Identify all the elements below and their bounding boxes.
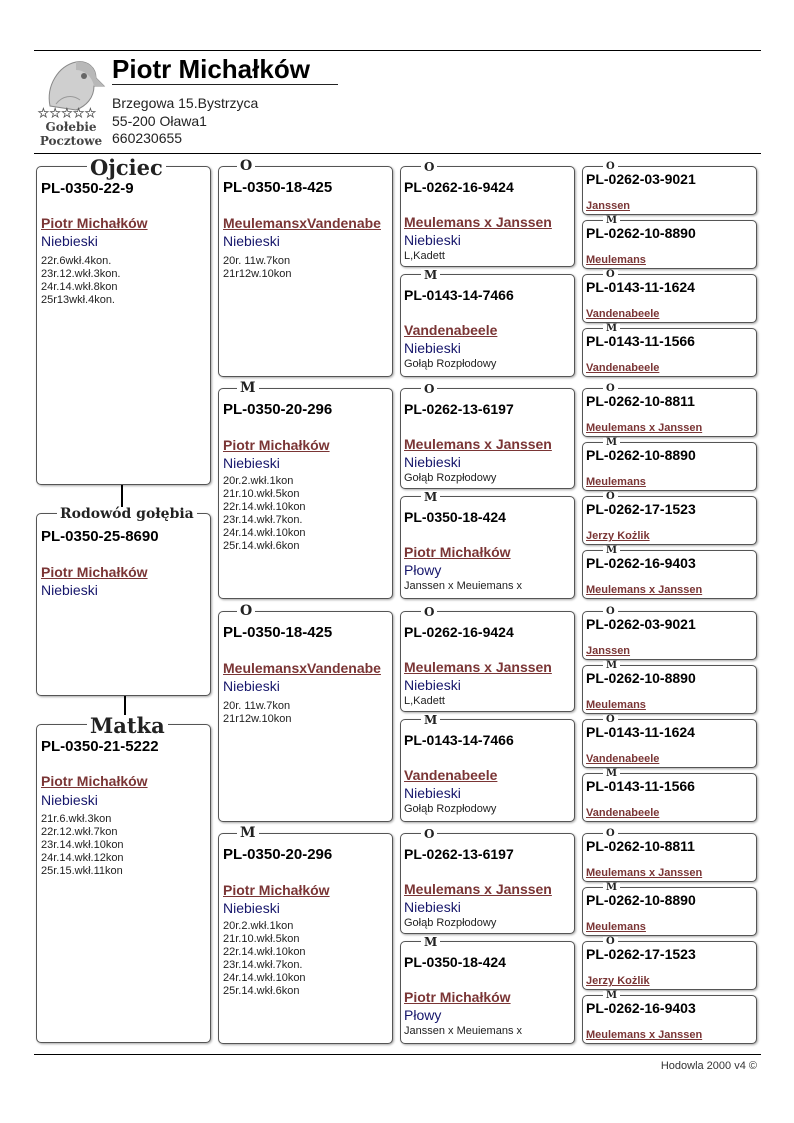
gen4-ring: PL-0262-03-9021 [586, 171, 696, 187]
great-grandparent-ring: PL-0262-16-9424 [404, 624, 514, 640]
great-grandparent-color: Niebieski [404, 899, 461, 915]
grandparent-breeder: Piotr Michałków [223, 437, 330, 453]
gen4-mark: M [603, 216, 620, 226]
gen4-card [582, 323, 757, 377]
gen4-ring: PL-0143-11-1566 [586, 778, 695, 794]
gen4-card [582, 269, 757, 323]
grandparent-ring: PL-0350-18-425 [223, 179, 333, 196]
gen4-ring: PL-0143-11-1624 [586, 724, 695, 740]
gen4-mark: M [603, 991, 620, 1001]
gen4-card [582, 828, 757, 882]
pigeon-logo [36, 56, 106, 148]
gen4-card [582, 936, 757, 990]
gen4-ring: PL-0262-17-1523 [586, 946, 696, 962]
gen4-ring: PL-0262-10-8890 [586, 670, 696, 686]
address-line-2: 55-200 Oława1 [112, 113, 207, 129]
great-grandparent-notes: Gołąb Rozpłodowy [404, 472, 497, 484]
phone-number: 660230655 [112, 130, 183, 146]
great-grandparent-ring: PL-0350-18-424 [404, 509, 506, 525]
gen4-ring: PL-0143-11-1624 [586, 279, 695, 295]
gen4-card [582, 882, 757, 936]
grandparent-card [218, 380, 393, 599]
grandparent-card [218, 158, 393, 377]
address-line-1: Brzegowa 15.Bystrzyca [112, 95, 259, 111]
great-grandparent-ring: PL-0350-18-424 [404, 954, 506, 970]
great-grandparent-ring: PL-0143-14-7466 [404, 287, 514, 303]
great-grandparent-card [400, 268, 575, 377]
owner-name: Piotr Michałków [112, 54, 310, 84]
grandparent-ring: PL-0350-20-296 [223, 401, 333, 418]
subject-card [36, 506, 211, 696]
grandparent-mark: M [237, 826, 259, 840]
father-color: Niebieski [41, 233, 98, 249]
great-grandparent-color: Płowy [404, 1007, 442, 1023]
logo-text-line1: Gołebie [45, 120, 97, 134]
great-grandparent-breeder: Meulemans x Janssen [404, 881, 552, 897]
gen4-ring: PL-0262-10-8890 [586, 892, 696, 908]
gen4-card [582, 437, 757, 491]
grandparent-mark: O [237, 604, 255, 618]
grandparent-mark: O [237, 159, 255, 173]
gen4-mark: M [603, 546, 620, 556]
great-grandparent-mark: O [421, 828, 437, 840]
grandparent-ring: PL-0350-20-296 [223, 846, 333, 863]
gen4-breeder: Janssen [586, 645, 631, 657]
gen4-ring: PL-0262-10-8811 [586, 393, 695, 409]
gen4-mark: O [603, 607, 618, 617]
great-grandparent-ring: PL-0262-13-6197 [404, 401, 514, 417]
gen4-card [582, 768, 757, 822]
footer-rule [34, 1054, 761, 1055]
gen4-card [582, 606, 757, 660]
gen4-breeder: Meulemans [586, 476, 646, 488]
gen4-breeder: Meulemans x Janssen [586, 1029, 703, 1041]
owner-underline [112, 84, 338, 85]
great-grandparent-card [400, 605, 575, 712]
mother-color: Niebieski [41, 792, 98, 808]
grandparent-color: Niebieski [223, 678, 280, 694]
gen4-ring: PL-0262-16-9403 [586, 555, 696, 571]
gen4-mark: M [603, 324, 620, 334]
gen4-card [582, 383, 757, 437]
father-breeder: Piotr Michałków [41, 215, 148, 231]
great-grandparent-mark: M [421, 936, 440, 948]
gen4-card [582, 660, 757, 714]
great-grandparent-notes: Janssen x Meuiemans x [404, 1025, 522, 1037]
grandparent-mark: M [237, 381, 259, 395]
great-grandparent-card [400, 490, 575, 599]
gen4-ring: PL-0262-03-9021 [586, 616, 696, 632]
gen4-breeder: Jerzy Kożlik [586, 530, 650, 542]
grandparent-color: Niebieski [223, 900, 280, 916]
great-grandparent-color: Niebieski [404, 677, 461, 693]
great-grandparent-card [400, 935, 575, 1044]
great-grandparent-breeder: Meulemans x Janssen [404, 436, 552, 452]
gen4-mark: O [603, 384, 618, 394]
mother-breeder: Piotr Michałków [41, 773, 148, 789]
gen4-card [582, 491, 757, 545]
gen4-mark: O [603, 270, 618, 280]
gen4-card [582, 714, 757, 768]
grandparent-breeder: Piotr Michałków [223, 882, 330, 898]
gen4-breeder: Meulemans x Janssen [586, 584, 703, 596]
great-grandparent-notes: L,Kadett [404, 250, 445, 262]
great-grandparent-breeder: Meulemans x Janssen [404, 659, 552, 675]
great-grandparent-ring: PL-0262-16-9424 [404, 179, 514, 195]
great-grandparent-mark: M [421, 269, 440, 281]
subject-color: Niebieski [41, 582, 98, 598]
gen4-breeder: Vandenabeele [586, 807, 660, 819]
gen4-breeder: Vandenabeele [586, 753, 660, 765]
top-rule [34, 50, 761, 51]
header-rule [34, 153, 761, 154]
gen4-ring: PL-0262-10-8890 [586, 447, 696, 463]
grandparent-breeder: MeulemansxVandenabe [223, 660, 381, 676]
father-title: Ojciec [87, 157, 166, 178]
subject-breeder: Piotr Michałków [41, 564, 148, 580]
subject-title: Rodowód gołębia [57, 507, 197, 521]
great-grandparent-mark: O [421, 383, 437, 395]
gen4-breeder: Janssen [586, 200, 631, 212]
great-grandparent-card [400, 160, 575, 267]
gen4-mark: O [603, 162, 618, 172]
great-grandparent-color: Niebieski [404, 232, 461, 248]
grandparent-card [218, 825, 393, 1044]
gen4-card [582, 215, 757, 269]
subject-ring: PL-0350-25-8690 [41, 528, 159, 545]
grandparent-notes: 20r. 11w.7kon 21r12w.10kon [223, 255, 292, 280]
logo-stars: ★★★★★ [38, 106, 97, 120]
great-grandparent-breeder: Piotr Michałków [404, 544, 511, 560]
gen4-breeder: Meulemans [586, 254, 646, 266]
great-grandparent-ring: PL-0262-13-6197 [404, 846, 514, 862]
grandparent-breeder: MeulemansxVandenabe [223, 215, 381, 231]
great-grandparent-card [400, 713, 575, 822]
great-grandparent-color: Niebieski [404, 454, 461, 470]
grandparent-card [218, 603, 393, 822]
great-grandparent-color: Niebieski [404, 785, 461, 801]
great-grandparent-notes: Gołąb Rozpłodowy [404, 917, 497, 929]
grandparent-notes: 20r.2.wkł.1kon 21r.10.wkł.5kon 22r.14.wkł.10kon 23r.14.wkł.7kon. 24r.14.wkł.10kon 25r.14.wkł.6kon [223, 475, 306, 552]
gen4-breeder: Vandenabeele [586, 308, 660, 320]
mother-ring: PL-0350-21-5222 [41, 738, 159, 755]
gen4-mark: M [603, 661, 620, 671]
great-grandparent-ring: PL-0143-14-7466 [404, 732, 514, 748]
great-grandparent-notes: Janssen x Meuiemans x [404, 580, 522, 592]
great-grandparent-breeder: Meulemans x Janssen [404, 214, 552, 230]
gen4-mark: O [603, 715, 618, 725]
great-grandparent-mark: M [421, 491, 440, 503]
great-grandparent-breeder: Vandenabeele [404, 767, 498, 783]
great-grandparent-color: Niebieski [404, 340, 461, 356]
mother-notes: 21r.6.wkł.3kon 22r.12.wkł.7kon 23r.14.wkł.10kon 24r.14.wkł.12kon 25r.15.wkł.11kon [41, 813, 124, 877]
great-grandparent-color: Płowy [404, 562, 442, 578]
mother-title: Matka [87, 715, 168, 736]
great-grandparent-card [400, 827, 575, 934]
gen4-mark: M [603, 769, 620, 779]
gen4-ring: PL-0262-16-9403 [586, 1000, 696, 1016]
grandparent-notes: 20r.2.wkł.1kon 21r.10.wkł.5kon 22r.14.wkł.10kon 23r.14.wkł.7kon. 24r.14.wkł.10kon 25r.14.wkł.6kon [223, 920, 306, 997]
great-grandparent-mark: O [421, 161, 437, 173]
father-notes: 22r.6wkł.4kon. 23r.12.wkł.3kon. 24r.14.wkł.8kon 25r13wkł.4kon. [41, 255, 121, 306]
gen4-ring: PL-0143-11-1566 [586, 333, 695, 349]
logo-text-line2: Pocztowe [39, 134, 103, 148]
grandparent-ring: PL-0350-18-425 [223, 624, 333, 641]
father-card [36, 155, 211, 485]
great-grandparent-notes: L,Kadett [404, 695, 445, 707]
gen4-mark: M [603, 883, 620, 893]
mother-card [36, 713, 211, 1043]
grandparent-notes: 20r. 11w.7kon 21r12w.10kon [223, 700, 292, 725]
great-grandparent-card [400, 382, 575, 489]
gen4-ring: PL-0262-17-1523 [586, 501, 696, 517]
gen4-breeder: Meulemans x Janssen [586, 867, 703, 879]
great-grandparent-mark: M [421, 714, 440, 726]
gen4-card [582, 161, 757, 215]
grandparent-color: Niebieski [223, 455, 280, 471]
gen4-mark: O [603, 492, 618, 502]
gen4-mark: O [603, 829, 618, 839]
gen4-breeder: Vandenabeele [586, 362, 660, 374]
footer-credit: Hodowla 2000 v4 © [660, 1060, 757, 1072]
gen4-card [582, 990, 757, 1044]
gen4-breeder: Jerzy Kożlik [586, 975, 650, 987]
gen4-breeder: Meulemans x Janssen [586, 422, 703, 434]
great-grandparent-mark: O [421, 606, 437, 618]
grandparent-color: Niebieski [223, 233, 280, 249]
gen4-mark: M [603, 438, 620, 448]
great-grandparent-notes: Gołąb Rozpłodowy [404, 358, 497, 370]
great-grandparent-breeder: Piotr Michałków [404, 989, 511, 1005]
great-grandparent-notes: Gołąb Rozpłodowy [404, 803, 497, 815]
gen4-card [582, 545, 757, 599]
father-ring: PL-0350-22-9 [41, 180, 134, 197]
gen4-ring: PL-0262-10-8811 [586, 838, 695, 854]
great-grandparent-breeder: Vandenabeele [404, 322, 498, 338]
gen4-breeder: Meulemans [586, 921, 646, 933]
gen4-ring: PL-0262-10-8890 [586, 225, 696, 241]
gen4-mark: O [603, 937, 618, 947]
gen4-breeder: Meulemans [586, 699, 646, 711]
